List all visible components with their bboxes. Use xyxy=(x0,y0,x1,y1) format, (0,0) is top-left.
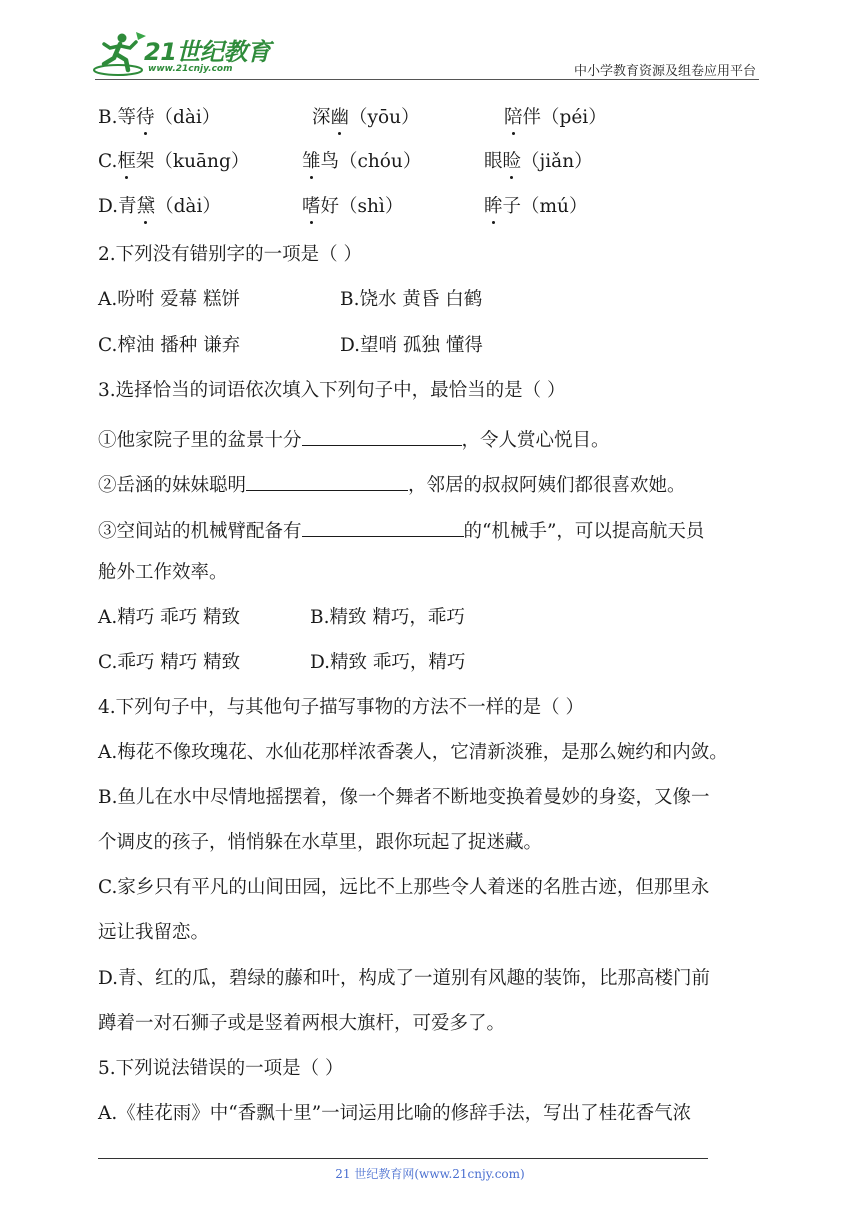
q4-option-d-line2: 蹲着一对石狮子或是竖着两根大旗杆，可爱多了。 xyxy=(98,1013,506,1034)
q3-s1-text: ①他家院子里的盆景十分 xyxy=(98,430,302,451)
q3-sentence-1 xyxy=(98,423,610,455)
q2-stem: 2.下列没有错别字的一项是（ ） xyxy=(98,244,363,265)
q1-d-2: 嗜好（shì） xyxy=(302,193,403,221)
q3-stem: 3.选择恰当的词语依次填入下列句子中，最恰当的是（ ） xyxy=(98,380,566,401)
q3-s3-text: ③空间站的机械臂配备有 xyxy=(98,521,302,542)
q1-d-3: 眸子（mú） xyxy=(484,193,587,221)
q3-s2-tail: ，邻居的叔叔阿姨们都很喜欢她。 xyxy=(408,475,686,496)
q3-option-c: C.乖巧 精巧 精致 xyxy=(98,652,241,673)
q3-option-b: B.精致 精巧，乖巧 xyxy=(310,607,465,628)
q1-c-2: 雏鸟（chóu） xyxy=(302,148,421,176)
q1-b-2: 深幽（yōu） xyxy=(312,104,420,132)
q1-b-1: B.等待（dài） xyxy=(98,104,220,132)
q3-option-d: D.精致 乖巧，精巧 xyxy=(310,652,466,673)
header-divider xyxy=(95,79,759,80)
q3-s2-text: ②岳涵的妹妹聪明 xyxy=(98,475,247,496)
logo xyxy=(92,30,272,80)
q3-sentence-3 xyxy=(98,514,704,546)
page-footer: 21 世纪教育网(www.21cnjy.com) xyxy=(335,1167,525,1181)
q3-s1-tail: ，令人赏心悦目。 xyxy=(461,430,610,451)
q3-blank-1 xyxy=(302,423,462,446)
q5-option-a-line1: A.《桂花雨》中“香飘十里”一词运用比喻的修辞手法，写出了桂花香气浓 xyxy=(98,1103,692,1124)
q3-s3-tail: 的“机械手”，可以提高航天员 xyxy=(463,521,705,542)
q2-option-d: D.望哨 孤独 懂得 xyxy=(340,335,483,356)
q1-c-3: 眼睑（jiǎn） xyxy=(484,148,593,176)
page-header xyxy=(0,0,860,90)
q4-option-b-line1: B.鱼儿在水中尽情地摇摆着，像一个舞者不断地变换着曼妙的身姿，又像一 xyxy=(98,787,710,808)
q3-sentence-2 xyxy=(98,468,686,500)
q3-sentence-3-cont: 舱外工作效率。 xyxy=(98,562,228,583)
q3-blank-3 xyxy=(302,514,464,537)
q1-d-1: D.青黛（dài） xyxy=(98,193,221,221)
q4-option-d-line1: D.青、红的瓜，碧绿的藤和叶，构成了一道别有风趣的装饰，比那高楼门前 xyxy=(98,968,711,989)
q2-option-c: C.榨油 播种 谦弃 xyxy=(98,335,241,356)
q5-stem: 5.下列说法错误的一项是（ ） xyxy=(98,1058,344,1079)
q2-option-a: A.吩咐 爱幕 糕饼 xyxy=(98,289,241,310)
logo-url: www.21cnjy.com xyxy=(148,64,233,74)
q4-option-b-line2: 个调皮的孩子，悄悄躲在水草里，跟你玩起了捉迷藏。 xyxy=(98,832,543,853)
runner-logo-icon xyxy=(92,30,148,80)
q1-c-1: C.框架（kuāng） xyxy=(98,148,249,176)
q3-option-a: A.精巧 乖巧 精致 xyxy=(98,607,241,628)
q3-blank-2 xyxy=(246,468,408,491)
q4-stem: 4.下列句子中，与其他句子描写事物的方法不一样的是（ ） xyxy=(98,697,585,718)
logo-text: 21世纪教育 xyxy=(144,38,271,66)
q2-option-b: B.饶水 黄昏 白鹤 xyxy=(340,289,483,310)
q4-option-c-line2: 远让我留恋。 xyxy=(98,922,210,943)
q1-b-3: 陪伴（péi） xyxy=(504,104,607,132)
footer-divider xyxy=(98,1158,708,1159)
q4-option-a: A.梅花不像玫瑰花、水仙花那样浓香袭人，它清新淡雅，是那么婉约和内敛。 xyxy=(98,742,728,763)
header-tagline: 中小学教育资源及组卷应用平台 xyxy=(573,64,756,79)
q4-option-c-line1: C.家乡只有平凡的山间田园，远比不上那些令人着迷的名胜古迹，但那里永 xyxy=(98,877,710,898)
